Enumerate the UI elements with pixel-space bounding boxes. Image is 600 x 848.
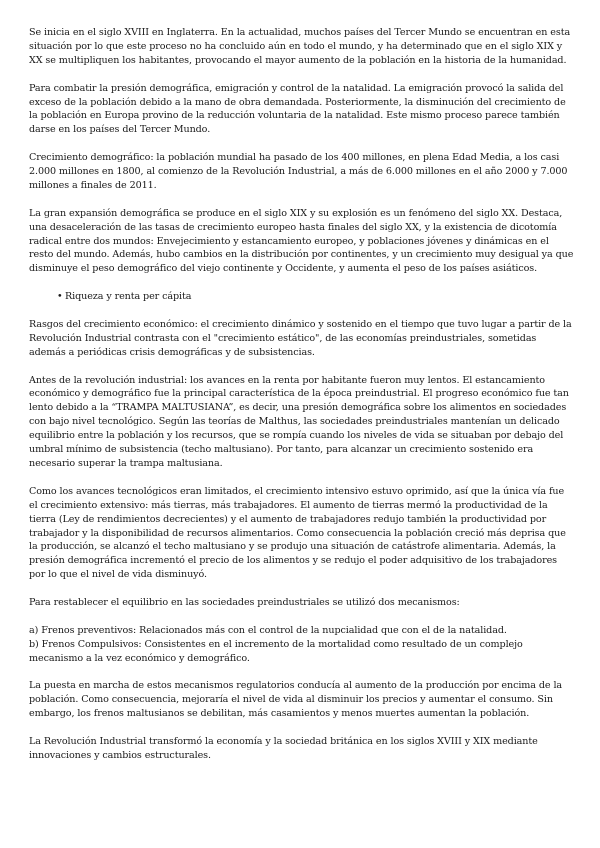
bullet-list bbox=[29, 290, 574, 304]
paragraph-population-growth: Crecimiento demográfico: la población mundial ha pasado de los 400 millones, en plena Edad Media, a los casi 2.000 millones en 1800, al comienzo de la Revolución Industrial, a más de 6.000 millones en el año 2000 y 7.000 millones a finales de 2011. bbox=[29, 152, 568, 191]
document-page bbox=[29, 26, 574, 777]
paragraph-origin: Se inicia en el siglo XVIII en Inglaterra. En la actualidad, muchos países del Tercer Mundo se encuentran en esta situación por lo que este proceso no ha concluido aún en todo el mundo, y ha determinado que en el siglo XIX y XX se multipliquen los habitantes, provocando el mayor aumento de la población en la historia de la humanidad. bbox=[29, 27, 571, 66]
paragraph-demographic-pressure: Para combatir la presión demográfica, emigración y control de la natalidad. La emigración provocó la salida del exceso de la población debido a la mano de obra demandada. Posteriormente, la disminución del crecimiento de la población en Europa provino de la reducción voluntaria de la natalidad. Este mismo proceso parece también darse en los países del Tercer Mundo. bbox=[29, 82, 566, 136]
paragraph-demographic-expansion: La gran expansión demográfica se produce en el siglo XIX y su explosión es un fenómeno del siglo XX. Destaca, una desaceleración de las tasas de crecimiento europeo hasta finales del siglo XX, y la existencia de dicotomía radical entre dos mundos: Envejecimiento y estancamiento europeo, y poblaciones jóvenes y dinámicas en el resto del mundo. Además, hubo cambios en la distribución por continentes, y un crecimiento muy desigual ya que disminuye el peso demográfico del viejo continente y Occidente, y aumenta el peso de los países asiáticos. bbox=[29, 207, 574, 275]
paragraph-positive-checks: b) Frenos Compulsivos: Consistentes en el incremento de la mortalidad como resultado de un complejo mecanismo a la vez económico y demográfico. bbox=[29, 638, 523, 664]
paragraph-industrial-revolution: La Revolución Industrial transformó la economía y la sociedad británica en los siglos XVIII y XIX mediante innovaciones y cambios estructurales. bbox=[29, 736, 538, 761]
paragraph-mechanisms-intro: Para restablecer el equilibrio en las sociedades preindustriales se utilizó dos mecanismos: bbox=[29, 597, 460, 609]
paragraph-regulatory-mechanisms: La puesta en marcha de estos mecanismos regulatorios conducía al aumento de la producción por encima de la población. Como consecuencia, mejoraría el nivel de vida al disminuir los precios y aumentar el consumo. Sin embargo, los frenos maltusianos se debilitan, más casamientos y menos muertes aumentan la población. bbox=[29, 680, 563, 720]
paragraph-preventive-checks: a) Frenos preventivos: Relacionados más con el control de la nupcialidad que con el de la natalidad. bbox=[29, 624, 507, 636]
paragraph-malthusian-trap: Antes de la revolución industrial: los avances en la renta por habitante fueron muy lentos. El estancamiento económico y demográfico fue la principal característica de la época preindustrial. El progreso económico fue tan lento debido a la “TRAMPA MALTUSIANA”, es decir, una presión demográfica sobre los alimentos en sociedades con bajo nivel tecnológico. Según las teorías de Malthus, las sociedades preindustriales mantenían un delicado equilibrio entre la población y los recursos, que se rompía cuando los niveles de vida se situaban por debajo del umbral mínimo de subsistencia (techo maltusiano). Por tanto, para alcanzar un crecimiento sostenido era necesario superar la trampa maltusiana. bbox=[29, 374, 569, 469]
paragraph-extensive-growth: Como los avances tecnológicos eran limitados, el crecimiento intensivo estuvo oprimido, así que la única vía fue el crecimiento extensivo: más tierras, más trabajadores. El aumento de tierras mermó la productividad de la tierra (Ley de rendimientos decrecientes) y el aumento de trabajadores redujo también la productividad por trabajador y la disponibilidad de recursos alimentarios. Como consecuencia la población creció más deprisa que la producción, se alcanzó el techo maltusiano y se produjo una situación de catástrofe alimentaria. Además, la presión demográfica incrementó el precio de los alimentos y se redujo el poder adquisitivo de los trabajadores por lo que el nivel de vida disminuyó. bbox=[29, 485, 566, 581]
paragraph-economic-growth: Rasgos del crecimiento económico: el crecimiento dinámico y sostenido en el tiempo que tuvo lugar a partir de la Revolución Industrial contrasta con el "crecimiento estático", de las economías preindustriales, sometidas además a periódicas crisis demográficas y de subsistencias. bbox=[29, 318, 572, 358]
list-item-wealth-income: • Riqueza y renta per cápita bbox=[57, 290, 574, 304]
